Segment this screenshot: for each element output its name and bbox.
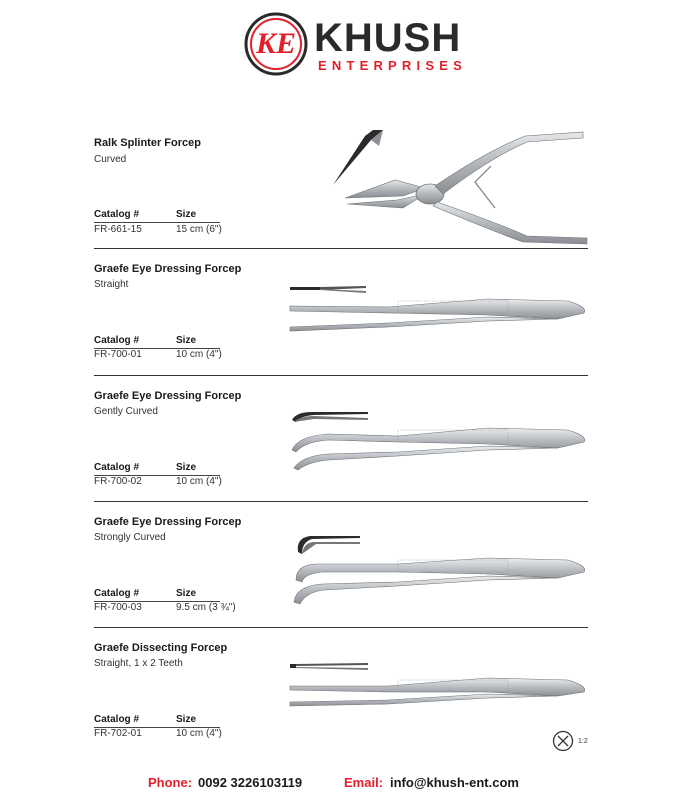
- size-header: Size: [176, 462, 197, 473]
- catalog-header: Catalog #: [94, 209, 140, 220]
- size-value: 10 cm (4"): [176, 349, 222, 360]
- contact-footer: [0, 775, 689, 793]
- logo-mark: KE: [255, 27, 297, 60]
- brand-logo: [244, 12, 467, 84]
- product-graefe-straight: [0, 249, 689, 375]
- size-value: 10 cm (4"): [176, 728, 222, 739]
- catalog-number: FR-700-03: [94, 602, 142, 613]
- product-subtitle: Straight: [94, 279, 129, 290]
- product-subtitle: Strongly Curved: [94, 532, 166, 543]
- catalog-number: FR-700-01: [94, 349, 142, 360]
- strongly-curved-forcep-image: [288, 530, 593, 606]
- size-header: Size: [176, 714, 197, 725]
- catalog-header: Catalog #: [94, 588, 140, 599]
- catalog-number: FR-702-01: [94, 728, 142, 739]
- gently-curved-forcep-image: [288, 406, 593, 476]
- product-title: Ralk Splinter Forcep: [94, 137, 201, 149]
- catalog-underline: [94, 222, 220, 223]
- scale-icon: [552, 730, 574, 752]
- phone-label: Phone:: [148, 775, 193, 790]
- catalog-header: Catalog #: [94, 462, 140, 473]
- catalog-header: Catalog #: [94, 714, 140, 725]
- brand-name: KHUSH: [314, 16, 462, 60]
- product-subtitle: Straight, 1 x 2 Teeth: [94, 658, 183, 669]
- straight-forcep-image: [288, 283, 593, 343]
- catalog-number: FR-700-02: [94, 476, 142, 487]
- product-graefe-dissecting: [0, 628, 689, 754]
- scale-label: 1:2: [578, 738, 588, 745]
- size-header: Size: [176, 335, 197, 346]
- size-value: 9.5 cm (3 ¾"): [176, 602, 236, 613]
- size-header: Size: [176, 588, 197, 599]
- size-value: 10 cm (4"): [176, 476, 222, 487]
- email-label: Email:: [344, 775, 384, 790]
- product-graefe-gently-curved: [0, 376, 689, 502]
- product-title: Graefe Eye Dressing Forcep: [94, 263, 242, 275]
- product-title: Graefe Eye Dressing Forcep: [94, 390, 242, 402]
- product-ralk-splinter: [0, 122, 689, 248]
- product-subtitle: Gently Curved: [94, 406, 158, 417]
- catalog-number: FR-661-15: [94, 224, 142, 235]
- size-value: 15 cm (6"): [176, 224, 222, 235]
- brand-subtitle: ENTERPRISES: [318, 58, 467, 73]
- dissecting-forcep-image: [288, 662, 593, 712]
- size-header: Size: [176, 209, 197, 220]
- product-subtitle: Curved: [94, 154, 127, 165]
- product-graefe-strongly-curved: [0, 502, 689, 628]
- catalog-header: Catalog #: [94, 335, 140, 346]
- email-address[interactable]: info@khush-ent.com: [390, 775, 519, 790]
- product-title: Graefe Eye Dressing Forcep: [94, 516, 242, 528]
- product-title: Graefe Dissecting Forcep: [94, 642, 228, 654]
- phone-number[interactable]: 0092 3226103119: [198, 775, 303, 790]
- splinter-forcep-image: [325, 122, 595, 246]
